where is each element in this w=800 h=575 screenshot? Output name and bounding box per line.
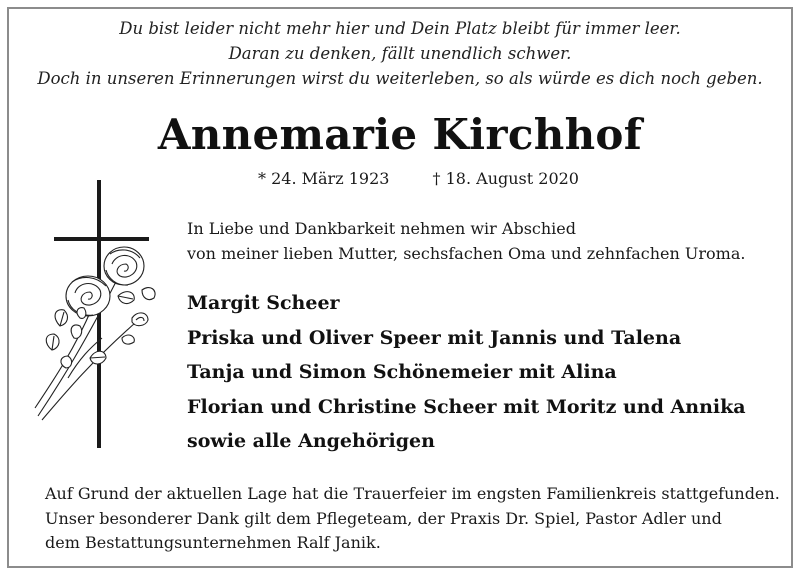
rose-icon [35, 247, 155, 420]
mourner-entry: Florian und Christine Scheer mit Moritz und Annika [187, 395, 746, 418]
poem-line: Daran zu denken, fällt unendlich schwer. [228, 44, 572, 63]
intro-line: von meiner lieben Mutter, sechsfachen Oma und zehnfachen Uroma. [187, 244, 746, 263]
deceased-name: Annemarie Kirchhof [157, 110, 643, 159]
footer-line: Unser besonderer Dank gilt dem Pflegeteam, der Praxis Dr. Spiel, Pastor Adler und [45, 508, 722, 528]
poem-line: Du bist leider nicht mehr hier und Dein Platz bleibt für immer leer. [119, 19, 681, 38]
mourner-entry: Margit Scheer [187, 292, 340, 314]
footer-line: Auf Grund der aktuellen Lage hat die Trauerfeier im engsten Familienkreis stattgefunden. [45, 484, 780, 503]
footer-line: dem Bestattungsunternehmen Ralf Janik. [45, 533, 381, 552]
life-dates [258, 169, 579, 189]
mourner-entry: Tanja und Simon Schönemeier mit Alina [187, 361, 617, 383]
birth-date: * 24. März 1923 [258, 169, 390, 188]
poem [9, 16, 791, 91]
mourner-entry: Priska und Oliver Speer mit Jannis und Talena [187, 326, 682, 349]
poem-line: Doch in unseren Erinnerungen wirst du weiterleben, so als würde es dich noch geben. [37, 69, 763, 88]
farewell-intro [187, 216, 745, 266]
intro-line: In Liebe und Dankbarkeit nehmen wir Abschied [187, 219, 577, 238]
mourners-list [187, 286, 746, 459]
funeral-notice-footer [45, 482, 780, 556]
cross-with-roses-illustration [30, 178, 160, 450]
death-date: † 18. August 2020 [432, 169, 579, 188]
mourner-entry: sowie alle Angehörigen [187, 430, 435, 452]
cross-icon [54, 180, 149, 448]
